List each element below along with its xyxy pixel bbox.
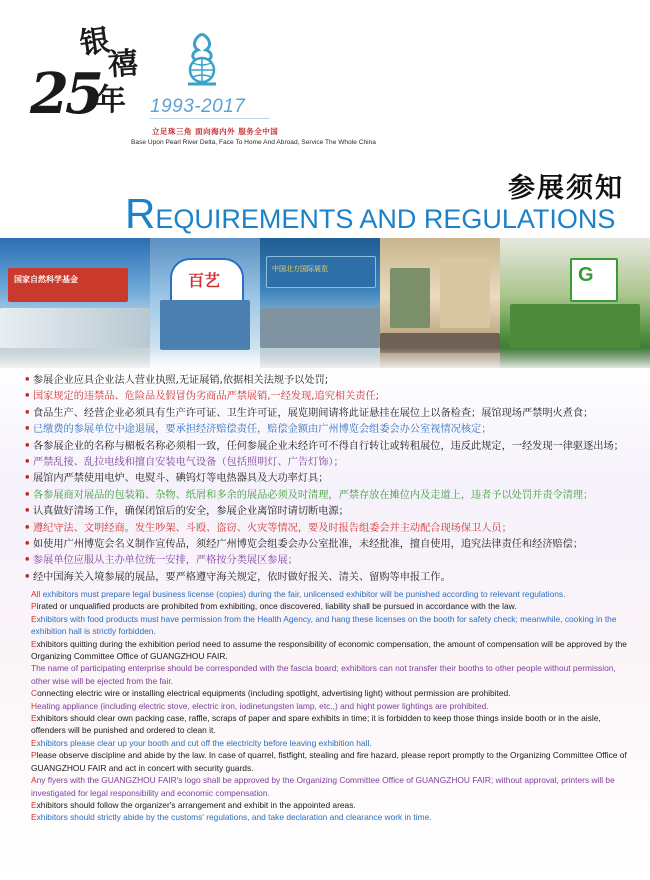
rule-en-text: xhibitors should strictly abide by the customs' regulations, and take declaration and clearance work in time. bbox=[36, 812, 432, 823]
rule-en-item bbox=[31, 799, 631, 811]
rule-en-item bbox=[31, 774, 631, 799]
years-range: 1993-2017 bbox=[150, 96, 246, 117]
rule-en-initial: P bbox=[31, 601, 37, 612]
rules-chinese-list bbox=[24, 373, 634, 586]
rule-en-item bbox=[31, 712, 631, 737]
title-initial-2: R bbox=[423, 204, 444, 234]
rule-en-initial: C bbox=[31, 688, 38, 699]
title-chinese: 参展须知 bbox=[508, 173, 624, 204]
rule-en-initial: A bbox=[31, 775, 37, 786]
exhibition-photo-5: G bbox=[500, 238, 650, 368]
rule-en-text: lease observe discipline and abide by the law. In case of quarrel, fistfight, stealing and fire hazard, please report promptly to the Organizing Committee Office of GUANGZHOU FAIR and act in concert with security guards. bbox=[31, 750, 627, 773]
rule-cn-item: • 遵纪守法、文明经商。发生吵架、斗殴、盗窃、火灾等情况，要及时报告组委会并主动配合现场保卫人员； bbox=[24, 521, 634, 537]
slogan-english: Base Upon Pearl River Delta, Face To Home And Abroad, Service The Whole China bbox=[131, 139, 376, 146]
booth-sign-2: 百艺 bbox=[188, 271, 221, 290]
logo-char-2: 禧 bbox=[106, 45, 140, 84]
rule-en-initial: E bbox=[31, 737, 37, 748]
rule-en-text: xhibitors should clear own packing case, raffle, scraps of paper and spare exhibits in time; it is forbidden to keep those things inside booth or in the aisle, offenders will be punished and ordered to clean it. bbox=[31, 713, 601, 736]
rule-en-item bbox=[31, 588, 631, 600]
rule-cn-item: • 参展企业应具企业法人营业执照,无证展销,依据相关法规予以处罚; bbox=[24, 373, 634, 389]
rule-en-item bbox=[31, 749, 631, 774]
rule-en-initial: E bbox=[31, 812, 37, 823]
rule-cn-item: • 各参展商对展品的包装箱、杂物、纸屑和多余的展品必须及时清理，严禁存放在摊位内及走道上，违者予以处罚并责令清理； bbox=[24, 488, 634, 504]
rule-en-item bbox=[31, 613, 631, 638]
rule-cn-item: • 食品生产、经营企业必须具有生产许可证、卫生许可证，展览期间请将此证悬挂在展位上以备检查；展馆现场严禁明火煮食； bbox=[24, 406, 634, 422]
rule-en-text: xhibitors should follow the organizer's arrangement and exhibit in the appointed areas. bbox=[36, 799, 356, 810]
slogan-chinese: 立足珠三角 面向海内外 服务全中国 bbox=[152, 127, 279, 136]
rule-en-item bbox=[31, 600, 631, 612]
rule-en-initial: P bbox=[31, 750, 37, 761]
logo-char-3: 年 bbox=[96, 83, 126, 118]
rule-en-item bbox=[31, 687, 631, 699]
booth-sign-1: 国家自然科学基金 bbox=[14, 275, 78, 284]
rule-en-item bbox=[31, 737, 631, 749]
rule-en-item bbox=[31, 700, 631, 712]
rule-en-initial: E bbox=[31, 713, 37, 724]
rule-en-text: xhibitors with food products must have permission from the Health Agency, and hang these licenses on the booth for safety check; meanwhile, cooking in the exhibition hall is strictly forbidden. bbox=[31, 613, 617, 637]
logo-char-1: 银 bbox=[77, 23, 113, 62]
title-english bbox=[125, 190, 615, 238]
rule-en-text: ll exhibitors must prepare legal business license (copies) during the fair, unlicensed exhibitor will be punished according to relevant regulations. bbox=[36, 589, 566, 599]
rule-en-initial: E bbox=[31, 613, 37, 624]
rule-en-text: onnecting electric wire or installing electrical equipments (including spotlight, advertising light) without permission are prohibited. bbox=[37, 688, 511, 699]
rule-cn-item: • 严禁乱接、乱拉电线和擅自安装电气设备（包括照明灯、广告灯饰）； bbox=[24, 455, 634, 471]
title-part-1: EQUIREMENTS AND bbox=[155, 204, 424, 234]
rule-en-text: eating appliance (including electric stove, electric iron, iodinetungsten lamp, etc.,) and hight power lightings are prohibited. bbox=[37, 700, 489, 711]
anniversary-logo bbox=[22, 22, 162, 132]
rule-cn-item: • 各参展企业的名称与楣板名称必须相一致，任何参展企业未经许可不得自行转让或转租展位，违反此规定，一经发现一律驱逐出场； bbox=[24, 439, 634, 455]
title-part-2: EGULATIONS bbox=[443, 204, 616, 234]
rule-en-initial: H bbox=[31, 700, 38, 711]
logo-number: 25 bbox=[30, 61, 100, 127]
rule-en-text: ny flyers with the GUANGZHOU FAIR's logo shall be approved by the Organizing Committee Office of GUANGZHOU FAIR; without approval, printers will be investigated for legal responsibility and economic compensation. bbox=[31, 775, 615, 798]
rule-en-item bbox=[31, 811, 631, 823]
rule-en-text: irated or unqualified products are prohibited from exhibiting, once discovered, liability shall be pursued in accordance with the law. bbox=[36, 601, 517, 612]
booth-sign-3: 中国北方国际展览 bbox=[272, 265, 328, 273]
rule-en-initial: E bbox=[31, 638, 37, 649]
divider bbox=[150, 118, 270, 119]
rule-cn-item: • 展馆内严禁使用电炉、电熨斗、碘钨灯等电热器具及大功率灯具； bbox=[24, 471, 634, 487]
rule-en-text: xhibitors please clear up your booth and cut off the electricity before leaving exhibition hall. bbox=[36, 737, 372, 748]
fair-emblem-icon bbox=[182, 30, 222, 88]
rule-cn-item: • 认真做好清场工作，确保闭馆后的安全，参展企业离馆时请切断电源； bbox=[24, 504, 634, 520]
rule-cn-item: • 经中国海关入境参展的展品，要严格遵守海关规定，依时做好报关、清关、留购等申报工作。 bbox=[24, 570, 634, 586]
rule-en-text: xhibitors quitting during the exhibition period need to assume the responsibility of economic compensation, the amount of compensation will be approved by the Organizing Committee Office of GUANGZHOU FAIR. bbox=[31, 638, 627, 662]
exhibition-photo-strip bbox=[0, 238, 650, 368]
rule-cn-item: • 国家规定的违禁品、危险品及假冒伪劣商品严禁展销,一经发现,追究相关责任; bbox=[24, 389, 634, 405]
rule-en-text: he name of participating enterprise should be corresponded with the fascia board; exhibitors can not transfer their booths to other people without permission, other wise will be ejected from the fair. bbox=[31, 663, 616, 686]
rule-en-item bbox=[31, 662, 631, 687]
title-initial-1: R bbox=[125, 190, 156, 237]
rule-en-initial: E bbox=[31, 799, 37, 810]
rules-english-list bbox=[31, 588, 631, 824]
rule-en-item bbox=[31, 638, 631, 663]
rule-cn-item: • 参展单位应服从主办单位统一安排，严格按分类展区参展； bbox=[24, 553, 634, 569]
rule-cn-item: • 已缴费的参展单位中途退展，要承担经济赔偿责任，赔偿金额由广州博览会组委会办公室视情况核定； bbox=[24, 422, 634, 438]
rule-en-initial: T bbox=[31, 663, 37, 674]
rule-cn-item: • 如使用广州博览会名义制作宣传品，须经广州博览会组委会办公室批准，未经批准，擅自使用，追究法律责任和经济赔偿； bbox=[24, 537, 634, 553]
rule-en-initial: A bbox=[31, 589, 37, 599]
